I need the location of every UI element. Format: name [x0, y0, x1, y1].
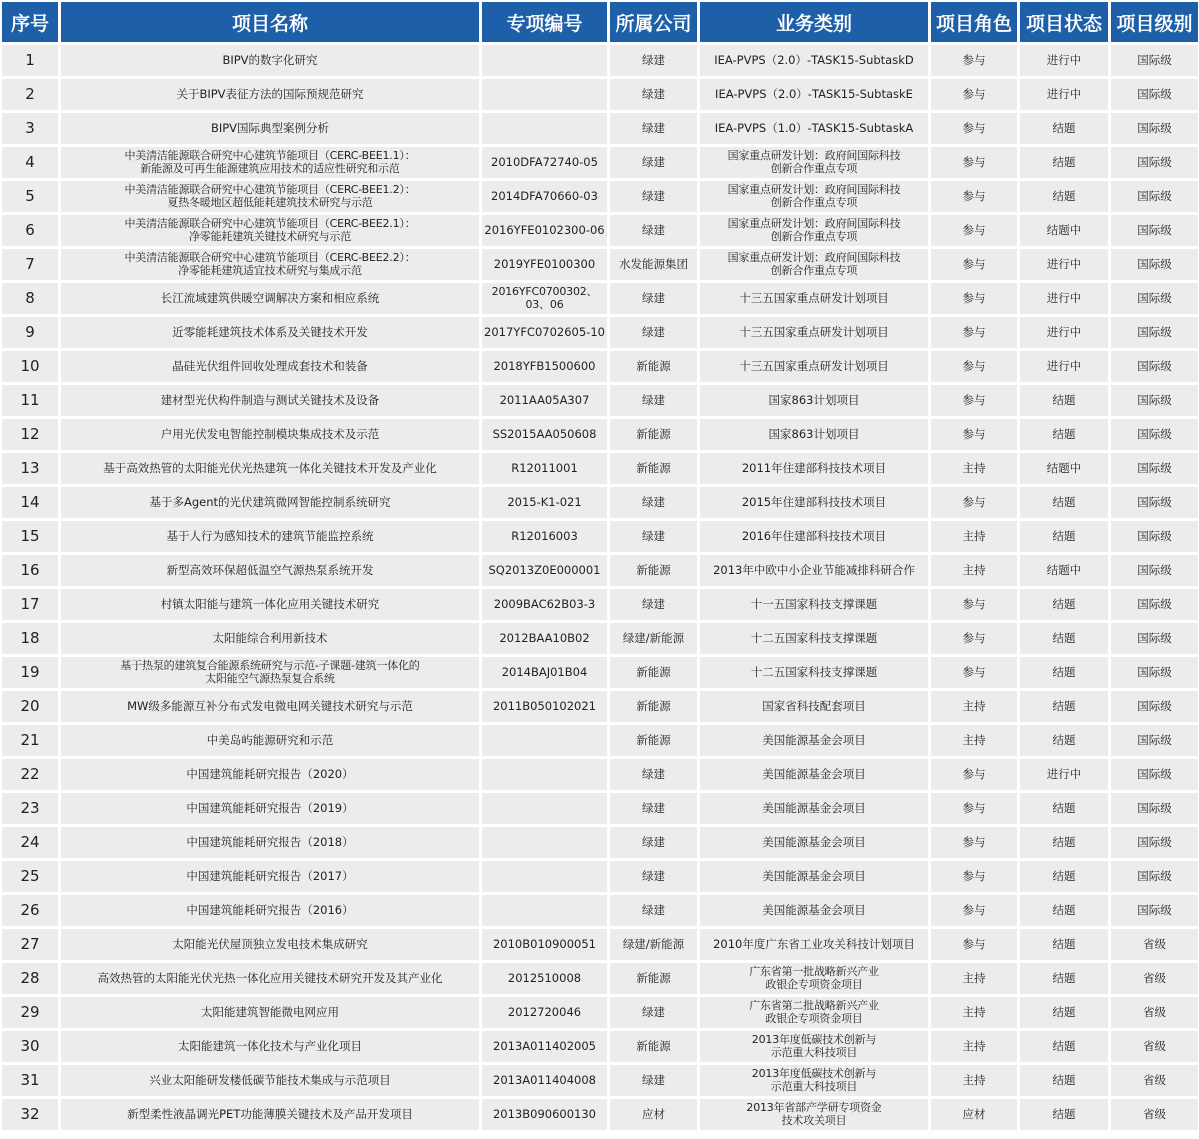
cell-project-level: 国际级 [1111, 385, 1198, 416]
cell-project-role: 主持 [931, 691, 1017, 722]
cell-project-name: 基于多Agent的光伏建筑微网智能控制系统研究 [61, 487, 479, 518]
cell-business-category: 国家重点研发计划：政府间国际科技 创新合作重点专项 [700, 215, 928, 246]
cell-company: 绿建 [610, 827, 697, 858]
cell-project-status: 结题 [1020, 895, 1108, 926]
cell-special-code: SQ2013Z0E000001 [482, 555, 607, 586]
cell-special-code: SS2015AA050608 [482, 419, 607, 450]
cell-index: 16 [2, 555, 58, 586]
cell-project-status: 结题 [1020, 1031, 1108, 1062]
cell-business-category: 国家省科技配套项目 [700, 691, 928, 722]
cell-index: 9 [2, 317, 58, 348]
cell-project-status: 结题 [1020, 113, 1108, 144]
table-row [2, 725, 1198, 756]
cell-company: 绿建 [610, 181, 697, 212]
cell-special-code: 2012720046 [482, 997, 607, 1028]
header-company: 所属公司 [610, 2, 697, 42]
cell-business-category: 美国能源基金会项目 [700, 725, 928, 756]
cell-project-role: 参与 [931, 929, 1017, 960]
table-row [2, 215, 1198, 246]
cell-project-status: 进行中 [1020, 317, 1108, 348]
cell-project-role: 参与 [931, 181, 1017, 212]
cell-project-level: 国际级 [1111, 555, 1198, 586]
cell-company: 绿建 [610, 317, 697, 348]
cell-project-name: BIPV国际典型案例分析 [61, 113, 479, 144]
cell-project-level: 国际级 [1111, 113, 1198, 144]
table-row [2, 623, 1198, 654]
cell-business-category: 2013年度低碳技术创新与 示范重大科技项目 [700, 1065, 928, 1096]
cell-project-level: 国际级 [1111, 759, 1198, 790]
cell-index: 11 [2, 385, 58, 416]
cell-project-level: 国际级 [1111, 623, 1198, 654]
cell-business-category: 国家重点研发计划：政府间国际科技 创新合作重点专项 [700, 147, 928, 178]
cell-index: 27 [2, 929, 58, 960]
cell-project-level: 国际级 [1111, 487, 1198, 518]
cell-company: 新能源 [610, 419, 697, 450]
cell-project-name: 户用光伏发电智能控制模块集成技术及示范 [61, 419, 479, 450]
cell-index: 12 [2, 419, 58, 450]
header-project-name: 项目名称 [61, 2, 479, 42]
table-body [2, 45, 1198, 1130]
cell-project-level: 省级 [1111, 963, 1198, 994]
cell-index: 7 [2, 249, 58, 280]
cell-business-category: 国家重点研发计划：政府间国际科技 创新合作重点专项 [700, 249, 928, 280]
cell-project-level: 国际级 [1111, 895, 1198, 926]
cell-business-category: 2013年度低碳技术创新与 示范重大科技项目 [700, 1031, 928, 1062]
table-row [2, 589, 1198, 620]
table-row [2, 147, 1198, 178]
cell-special-code: 2018YFB1500600 [482, 351, 607, 382]
cell-project-level: 国际级 [1111, 827, 1198, 858]
cell-index: 18 [2, 623, 58, 654]
cell-project-name: 中美清洁能源联合研究中心建筑节能项目（CERC-BEE2.2）： 净零能耗建筑适宜技术研究与集成示范 [61, 249, 479, 280]
cell-project-level: 国际级 [1111, 181, 1198, 212]
cell-special-code: 2013A011402005 [482, 1031, 607, 1062]
cell-project-role: 参与 [931, 623, 1017, 654]
cell-project-status: 结题 [1020, 147, 1108, 178]
table-row [2, 759, 1198, 790]
cell-special-code: 2011AA05A307 [482, 385, 607, 416]
cell-special-code [482, 861, 607, 892]
cell-company: 绿建 [610, 487, 697, 518]
cell-project-status: 结题中 [1020, 215, 1108, 246]
cell-project-level: 省级 [1111, 929, 1198, 960]
cell-business-category: IEA-PVPS（2.0）-TASK15-SubtaskD [700, 45, 928, 76]
cell-company: 绿建 [610, 521, 697, 552]
cell-index: 14 [2, 487, 58, 518]
cell-business-category: 2016年住建部科技技术项目 [700, 521, 928, 552]
cell-project-role: 主持 [931, 453, 1017, 484]
cell-business-category: 十二五国家科技支撑课题 [700, 623, 928, 654]
header-index: 序号 [2, 2, 58, 42]
table-row [2, 691, 1198, 722]
cell-index: 20 [2, 691, 58, 722]
header-row [2, 2, 1198, 42]
cell-project-status: 结题 [1020, 385, 1108, 416]
cell-project-level: 省级 [1111, 1065, 1198, 1096]
header-project-status: 项目状态 [1020, 2, 1108, 42]
cell-project-role: 参与 [931, 215, 1017, 246]
cell-project-status: 结题 [1020, 181, 1108, 212]
cell-index: 28 [2, 963, 58, 994]
cell-project-name: 高效热管的太阳能光伏光热一体化应用关键技术研究开发及其产业化 [61, 963, 479, 994]
table-row [2, 929, 1198, 960]
table-row [2, 487, 1198, 518]
cell-index: 32 [2, 1099, 58, 1130]
cell-index: 5 [2, 181, 58, 212]
cell-project-name: 晶硅光伏组件回收处理成套技术和装备 [61, 351, 479, 382]
cell-project-level: 省级 [1111, 1031, 1198, 1062]
cell-company: 新能源 [610, 691, 697, 722]
cell-special-code: 2011B050102021 [482, 691, 607, 722]
cell-company: 新能源 [610, 963, 697, 994]
table-row [2, 555, 1198, 586]
cell-project-status: 结题中 [1020, 555, 1108, 586]
header-business-category: 业务类别 [700, 2, 928, 42]
cell-project-level: 省级 [1111, 1099, 1198, 1130]
cell-special-code: R12011001 [482, 453, 607, 484]
cell-project-level: 国际级 [1111, 147, 1198, 178]
cell-project-level: 国际级 [1111, 215, 1198, 246]
table-row [2, 827, 1198, 858]
cell-company: 绿建 [610, 79, 697, 110]
cell-special-code: 2012BAA10B02 [482, 623, 607, 654]
cell-business-category: 十三五国家重点研发计划项目 [700, 283, 928, 314]
table-row [2, 1099, 1198, 1130]
table-row [2, 351, 1198, 382]
cell-project-level: 国际级 [1111, 589, 1198, 620]
cell-company: 绿建 [610, 997, 697, 1028]
table-row [2, 385, 1198, 416]
cell-project-role: 参与 [931, 657, 1017, 688]
cell-company: 绿建 [610, 45, 697, 76]
cell-project-name: 中国建筑能耗研究报告（2017） [61, 861, 479, 892]
cell-business-category: 美国能源基金会项目 [700, 793, 928, 824]
cell-project-status: 进行中 [1020, 759, 1108, 790]
table-row [2, 861, 1198, 892]
cell-business-category: 十三五国家重点研发计划项目 [700, 351, 928, 382]
cell-project-role: 主持 [931, 521, 1017, 552]
cell-project-name: 中美清洁能源联合研究中心建筑节能项目（CERC-BEE1.1）： 新能源及可再生能源建筑应用技术的适应性研究和示范 [61, 147, 479, 178]
cell-project-role: 参与 [931, 147, 1017, 178]
cell-project-role: 应材 [931, 1099, 1017, 1130]
cell-special-code: 2014DFA70660-03 [482, 181, 607, 212]
cell-project-level: 国际级 [1111, 861, 1198, 892]
cell-project-level: 国际级 [1111, 691, 1198, 722]
cell-index: 29 [2, 997, 58, 1028]
cell-special-code [482, 759, 607, 790]
cell-index: 30 [2, 1031, 58, 1062]
cell-index: 21 [2, 725, 58, 756]
cell-special-code: 2016YFE0102300-06 [482, 215, 607, 246]
cell-project-level: 省级 [1111, 997, 1198, 1028]
cell-project-status: 结题 [1020, 487, 1108, 518]
cell-company: 绿建 [610, 113, 697, 144]
cell-special-code [482, 827, 607, 858]
cell-company: 新能源 [610, 1031, 697, 1062]
cell-company: 新能源 [610, 555, 697, 586]
cell-project-role: 参与 [931, 113, 1017, 144]
cell-company: 新能源 [610, 657, 697, 688]
cell-business-category: 广东省第一批战略新兴产业 政银企专项资金项目 [700, 963, 928, 994]
cell-index: 15 [2, 521, 58, 552]
cell-special-code [482, 895, 607, 926]
cell-project-status: 进行中 [1020, 249, 1108, 280]
cell-company: 绿建 [610, 589, 697, 620]
cell-special-code: 2013B090600130 [482, 1099, 607, 1130]
table-row [2, 521, 1198, 552]
cell-project-role: 参与 [931, 487, 1017, 518]
cell-business-category: 国家863计划项目 [700, 385, 928, 416]
cell-project-role: 参与 [931, 79, 1017, 110]
cell-company: 绿建 [610, 793, 697, 824]
cell-project-name: 基于热泵的建筑复合能源系统研究与示范-子课题-建筑一体化的 太阳能空气源热泵复合系统 [61, 657, 479, 688]
cell-project-role: 主持 [931, 963, 1017, 994]
cell-company: 绿建/新能源 [610, 623, 697, 654]
cell-project-status: 结题 [1020, 1099, 1108, 1130]
cell-special-code: 2017YFC0702605-10 [482, 317, 607, 348]
table-row [2, 1065, 1198, 1096]
cell-project-level: 国际级 [1111, 521, 1198, 552]
cell-project-level: 国际级 [1111, 725, 1198, 756]
cell-special-code: 2015-K1-021 [482, 487, 607, 518]
cell-project-role: 参与 [931, 827, 1017, 858]
cell-project-status: 结题 [1020, 623, 1108, 654]
cell-special-code [482, 79, 607, 110]
header-project-level: 项目级别 [1111, 2, 1198, 42]
table-row [2, 181, 1198, 212]
cell-project-role: 参与 [931, 419, 1017, 450]
cell-business-category: 美国能源基金会项目 [700, 895, 928, 926]
cell-business-category: 2013年中欧中小企业节能减排科研合作 [700, 555, 928, 586]
cell-project-status: 结题 [1020, 419, 1108, 450]
cell-special-code [482, 45, 607, 76]
cell-project-role: 参与 [931, 249, 1017, 280]
cell-project-status: 结题 [1020, 861, 1108, 892]
cell-project-status: 结题 [1020, 521, 1108, 552]
cell-business-category: 广东省第二批战略新兴产业 政银企专项资金项目 [700, 997, 928, 1028]
cell-index: 23 [2, 793, 58, 824]
cell-business-category: 国家863计划项目 [700, 419, 928, 450]
cell-project-role: 参与 [931, 385, 1017, 416]
cell-project-name: 中美清洁能源联合研究中心建筑节能项目（CERC-BEE1.2）： 夏热冬暖地区超低能耗建筑技术研究与示范 [61, 181, 479, 212]
cell-project-name: 建材型光伏构件制造与测试关键技术及设备 [61, 385, 479, 416]
cell-special-code: 2014BAJ01B04 [482, 657, 607, 688]
cell-project-role: 参与 [931, 895, 1017, 926]
cell-special-code [482, 113, 607, 144]
table-row [2, 79, 1198, 110]
cell-project-name: MW级多能源互补分布式发电微电网关键技术研究与示范 [61, 691, 479, 722]
cell-business-category: IEA-PVPS（2.0）-TASK15-SubtaskE [700, 79, 928, 110]
table-row [2, 283, 1198, 314]
cell-project-name: 村镇太阳能与建筑一体化应用关键技术研究 [61, 589, 479, 620]
cell-index: 17 [2, 589, 58, 620]
cell-index: 26 [2, 895, 58, 926]
cell-business-category: 十一五国家科技支撑课题 [700, 589, 928, 620]
cell-company: 绿建 [610, 759, 697, 790]
cell-project-name: 中国建筑能耗研究报告（2018） [61, 827, 479, 858]
cell-business-category: 十二五国家科技支撑课题 [700, 657, 928, 688]
cell-project-role: 参与 [931, 283, 1017, 314]
cell-project-name: 关于BIPV表征方法的国际预规范研究 [61, 79, 479, 110]
cell-project-name: 太阳能综合利用新技术 [61, 623, 479, 654]
cell-project-role: 主持 [931, 1031, 1017, 1062]
cell-project-name: BIPV的数字化研究 [61, 45, 479, 76]
cell-business-category: 国家重点研发计划：政府间国际科技 创新合作重点专项 [700, 181, 928, 212]
cell-project-name: 基于高效热管的太阳能光伏光热建筑一体化关键技术开发及产业化 [61, 453, 479, 484]
cell-project-level: 国际级 [1111, 317, 1198, 348]
table-row [2, 45, 1198, 76]
cell-project-name: 近零能耗建筑技术体系及关键技术开发 [61, 317, 479, 348]
cell-project-role: 参与 [931, 589, 1017, 620]
cell-special-code [482, 725, 607, 756]
cell-business-category: 2013年省部产学研专项资金 技术攻关项目 [700, 1099, 928, 1130]
cell-project-role: 参与 [931, 351, 1017, 382]
table-row [2, 963, 1198, 994]
cell-index: 22 [2, 759, 58, 790]
cell-special-code: 2016YFC0700302、 03、06 [482, 283, 607, 314]
cell-project-role: 主持 [931, 725, 1017, 756]
cell-index: 13 [2, 453, 58, 484]
cell-project-name: 中美清洁能源联合研究中心建筑节能项目（CERC-BEE2.1）： 净零能耗建筑关键技术研究与示范 [61, 215, 479, 246]
cell-project-name: 太阳能建筑智能微电网应用 [61, 997, 479, 1028]
cell-project-name: 长江流域建筑供暖空调解决方案和相应系统 [61, 283, 479, 314]
cell-company: 绿建 [610, 861, 697, 892]
cell-project-level: 国际级 [1111, 45, 1198, 76]
cell-project-level: 国际级 [1111, 283, 1198, 314]
cell-project-level: 国际级 [1111, 657, 1198, 688]
cell-index: 6 [2, 215, 58, 246]
cell-project-name: 中国建筑能耗研究报告（2016） [61, 895, 479, 926]
cell-index: 19 [2, 657, 58, 688]
cell-project-name: 新型柔性液晶调光PET功能薄膜关键技术及产品开发项目 [61, 1099, 479, 1130]
cell-index: 31 [2, 1065, 58, 1096]
cell-index: 1 [2, 45, 58, 76]
cell-project-role: 参与 [931, 861, 1017, 892]
cell-project-status: 结题 [1020, 997, 1108, 1028]
cell-company: 新能源 [610, 453, 697, 484]
cell-business-category: 美国能源基金会项目 [700, 827, 928, 858]
cell-project-role: 主持 [931, 997, 1017, 1028]
cell-project-status: 进行中 [1020, 283, 1108, 314]
cell-project-status: 结题中 [1020, 453, 1108, 484]
table-row [2, 657, 1198, 688]
cell-company: 新能源 [610, 725, 697, 756]
cell-project-role: 参与 [931, 793, 1017, 824]
cell-special-code: R12016003 [482, 521, 607, 552]
cell-index: 8 [2, 283, 58, 314]
cell-index: 24 [2, 827, 58, 858]
cell-project-status: 结题 [1020, 725, 1108, 756]
cell-index: 2 [2, 79, 58, 110]
cell-special-code: 2010B010900051 [482, 929, 607, 960]
cell-company: 绿建 [610, 1065, 697, 1096]
cell-special-code [482, 793, 607, 824]
cell-company: 应材 [610, 1099, 697, 1130]
cell-project-status: 进行中 [1020, 45, 1108, 76]
cell-project-name: 太阳能建筑一体化技术与产业化项目 [61, 1031, 479, 1062]
cell-project-name: 兴业太阳能研发楼低碳节能技术集成与示范项目 [61, 1065, 479, 1096]
table-row [2, 1031, 1198, 1062]
table-row [2, 249, 1198, 280]
cell-company: 绿建/新能源 [610, 929, 697, 960]
cell-project-name: 中国建筑能耗研究报告（2019） [61, 793, 479, 824]
cell-special-code: 2013A011404008 [482, 1065, 607, 1096]
cell-company: 绿建 [610, 895, 697, 926]
cell-business-category: 美国能源基金会项目 [700, 759, 928, 790]
cell-project-level: 国际级 [1111, 793, 1198, 824]
cell-business-category: 2015年住建部科技技术项目 [700, 487, 928, 518]
cell-special-code: 2010DFA72740-05 [482, 147, 607, 178]
cell-special-code: 2019YFE0100300 [482, 249, 607, 280]
cell-company: 绿建 [610, 147, 697, 178]
table-row [2, 419, 1198, 450]
table-row [2, 895, 1198, 926]
cell-project-name: 太阳能光伏屋顶独立发电技术集成研究 [61, 929, 479, 960]
cell-index: 10 [2, 351, 58, 382]
cell-index: 3 [2, 113, 58, 144]
cell-project-role: 参与 [931, 759, 1017, 790]
cell-project-name: 中国建筑能耗研究报告（2020） [61, 759, 479, 790]
table-row [2, 113, 1198, 144]
cell-project-level: 国际级 [1111, 453, 1198, 484]
cell-company: 绿建 [610, 283, 697, 314]
cell-project-status: 进行中 [1020, 351, 1108, 382]
table-row [2, 793, 1198, 824]
cell-company: 绿建 [610, 385, 697, 416]
cell-special-code: 2012510008 [482, 963, 607, 994]
cell-business-category: 美国能源基金会项目 [700, 861, 928, 892]
cell-index: 4 [2, 147, 58, 178]
cell-project-status: 进行中 [1020, 79, 1108, 110]
cell-project-name: 中美岛屿能源研究和示范 [61, 725, 479, 756]
cell-project-level: 国际级 [1111, 249, 1198, 280]
cell-company: 绿建 [610, 215, 697, 246]
cell-project-status: 结题 [1020, 929, 1108, 960]
cell-project-name: 新型高效环保超低温空气源热泵系统开发 [61, 555, 479, 586]
cell-project-status: 结题 [1020, 793, 1108, 824]
cell-project-role: 主持 [931, 1065, 1017, 1096]
cell-project-name: 基于人行为感知技术的建筑节能监控系统 [61, 521, 479, 552]
cell-project-level: 国际级 [1111, 79, 1198, 110]
cell-company: 水发能源集团 [610, 249, 697, 280]
header-special-code: 专项编号 [482, 2, 607, 42]
cell-business-category: IEA-PVPS（1.0）-TASK15-SubtaskA [700, 113, 928, 144]
cell-project-status: 结题 [1020, 657, 1108, 688]
table-row [2, 453, 1198, 484]
cell-project-role: 参与 [931, 45, 1017, 76]
cell-business-category: 2010年度广东省工业攻关科技计划项目 [700, 929, 928, 960]
cell-project-status: 结题 [1020, 1065, 1108, 1096]
cell-project-status: 结题 [1020, 827, 1108, 858]
table-row [2, 997, 1198, 1028]
cell-business-category: 十三五国家重点研发计划项目 [700, 317, 928, 348]
cell-project-level: 国际级 [1111, 351, 1198, 382]
cell-index: 25 [2, 861, 58, 892]
cell-project-level: 国际级 [1111, 419, 1198, 450]
cell-special-code: 2009BAC62B03-3 [482, 589, 607, 620]
cell-company: 新能源 [610, 351, 697, 382]
header-project-role: 项目角色 [931, 2, 1017, 42]
cell-project-status: 结题 [1020, 589, 1108, 620]
cell-business-category: 2011年住建部科技技术项目 [700, 453, 928, 484]
cell-project-role: 主持 [931, 555, 1017, 586]
table-row [2, 317, 1198, 348]
cell-project-status: 结题 [1020, 963, 1108, 994]
cell-project-role: 参与 [931, 317, 1017, 348]
cell-project-status: 结题 [1020, 691, 1108, 722]
